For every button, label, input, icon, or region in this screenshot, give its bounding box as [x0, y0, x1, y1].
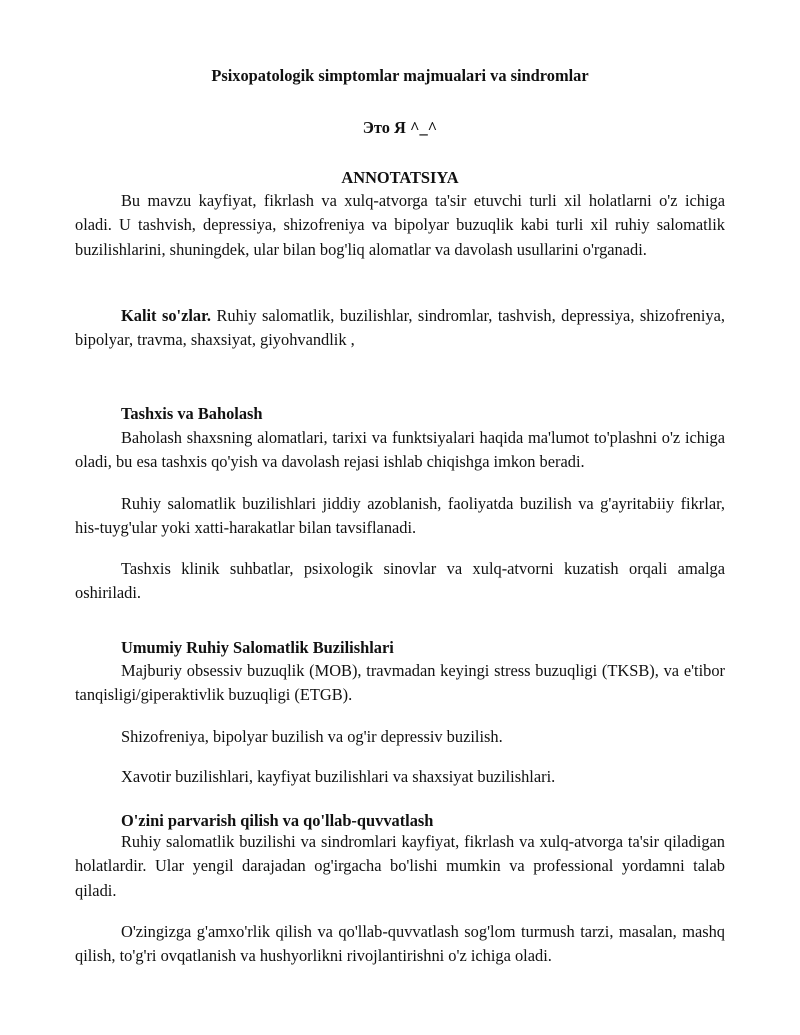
section-heading-selfcare: O'zini parvarish qilish va qo'llab-quvvatlash [121, 811, 434, 830]
annotation-heading: ANNOTATSIYA [341, 168, 459, 187]
keywords-paragraph [75, 304, 725, 353]
section-paragraph: Majburiy obsessiv buzuqlik (MOB), travmadan keyingi stress buzuqligi (TKSB), va e'tibor tanqisligi/giperaktivlik buzuqligi (ETGB). [75, 661, 725, 705]
section-heading-disorders: Umumiy Ruhiy Salomatlik Buzilishlari [121, 638, 394, 657]
section-paragraph: Tashxis klinik suhbatlar, psixologik sinovlar va xulq-atvorni kuzatish orqali amalga oshiriladi. [75, 559, 725, 603]
section-paragraph: Baholash shaxsning alomatlari, tarixi va funktsiyalari haqida ma'lumot to'plashni o'z ichiga oladi, bu esa tashxis qo'yish va davolash rejasi ishlab chiqishga imkon beradi. [75, 428, 725, 472]
section-paragraph: O'zingizga g'amxo'rlik qilish va qo'llab-quvvatlash sog'lom turmush tarzi, masalan, mashq qilish, to'g'ri ovqatlanish va hushyorlikni rivojlantirishni o'z ichiga oladi. [75, 922, 725, 966]
section-heading-diagnosis: Tashxis va Baholash [121, 404, 263, 423]
document-title: Psixopatologik simptomlar majmualari va sindromlar [211, 66, 589, 85]
section-paragraph: Ruhiy salomatlik buzilishi va sindromlari kayfiyat, fikrlash va xulq-atvorga ta'sir qiladigan holatlardir. Ular yengil darajadan og'irgacha bo'lishi mumkin va professional yordamni talab qiladi. [75, 832, 725, 900]
section-paragraph: Shizofreniya, bipolyar buzilish va og'ir depressiv buzilish. [121, 727, 503, 746]
keywords-list: Ruhiy salomatlik, buzilishlar, sindromlar, tashvish, depressiya, shizofreniya, bipolyar, travma, shaxsiyat, giyohvandlik , [75, 306, 725, 350]
keywords-label: Kalit so'zlar. [121, 306, 211, 325]
section-paragraph: Xavotir buzilishlari, kayfiyat buzilishlari va shaxsiyat buzilishlari. [121, 767, 556, 786]
author-line: Это Я ^_^ [362, 118, 438, 137]
section-paragraph: Ruhiy salomatlik buzilishlari jiddiy azoblanish, faoliyatda buzilish va g'ayritabiiy fikrlar, his-tuyg'ular yoki xatti-harakatlar bilan tavsiflanadi. [75, 494, 725, 538]
annotation-paragraph: Bu mavzu kayfiyat, fikrlash va xulq-atvorga ta'sir etuvchi turli xil holatlarni o'z ichiga oladi. U tashvish, depressiya, shizofreniya va bipolyar buzuqlik kabi turli xil ruhiy salomatlik buzilishlarini, shuningdek, ular bilan bog'liq alomatlar va davolash usullarini o'rganadi. [75, 191, 725, 259]
